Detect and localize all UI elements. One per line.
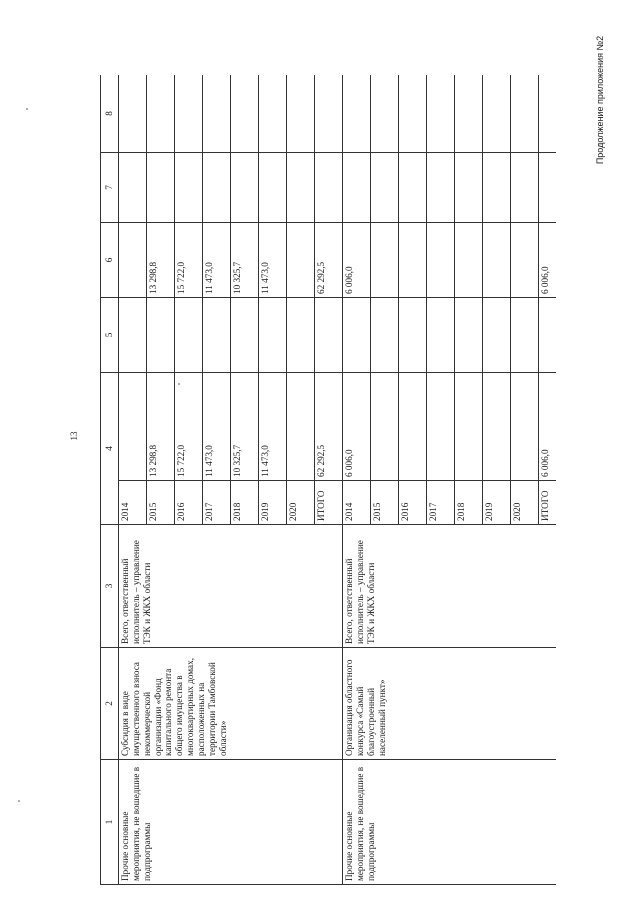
other-cell (287, 75, 315, 153)
other-cell (175, 75, 203, 153)
federal-cell (119, 298, 147, 373)
table-row (119, 75, 147, 885)
regional-cell (399, 223, 427, 298)
period-cell: 2015 (147, 481, 175, 525)
measure-cell: Организация областного конкурса «Самый благоустроенный населенный пункт» (343, 648, 557, 760)
column-number-header: 8 (101, 75, 119, 153)
other-cell (315, 75, 343, 153)
other-cell (427, 75, 455, 153)
federal-cell (287, 298, 315, 373)
period-cell: 2016 (399, 481, 427, 525)
column-number-header: 4 (101, 373, 119, 525)
column-number-header: 3 (101, 525, 119, 648)
regional-cell (119, 223, 147, 298)
local-cell (511, 153, 539, 223)
federal-cell (231, 298, 259, 373)
local-cell (399, 153, 427, 223)
period-cell: 2019 (483, 481, 511, 525)
regional-cell: 62 292,5 (315, 223, 343, 298)
local-cell (119, 153, 147, 223)
budget-table (100, 75, 556, 885)
activity-type-cell: Прочие основные мероприятия, не вошедшие в подпрограммы (119, 760, 343, 885)
regional-cell (371, 223, 399, 298)
federal-cell (175, 298, 203, 373)
period-cell: 2019 (259, 481, 287, 525)
scan-speck (26, 108, 28, 110)
period-cell: 2015 (371, 481, 399, 525)
regional-cell: 15 722,0 (175, 223, 203, 298)
total-cell (483, 373, 511, 481)
regional-cell: 6 006,0 (343, 223, 371, 298)
federal-cell (399, 298, 427, 373)
scan-speck (18, 800, 20, 802)
total-cell: 6 006,0 (539, 373, 557, 481)
executor-cell: Всего, ответственный исполнитель – управление ТЭК и ЖКХ области (119, 525, 343, 648)
regional-cell (455, 223, 483, 298)
local-cell (315, 153, 343, 223)
executor-cell: Всего, ответственный исполнитель – управление ТЭК и ЖКХ области (343, 525, 557, 648)
total-cell: 11 473,0 (259, 373, 287, 481)
total-cell (399, 373, 427, 481)
column-number-row (101, 75, 119, 885)
other-cell (511, 75, 539, 153)
regional-cell: 10 325,7 (231, 223, 259, 298)
budget-table-container (100, 75, 556, 885)
column-number-header: 2 (101, 648, 119, 760)
regional-cell: 11 473,0 (203, 223, 231, 298)
local-cell (147, 153, 175, 223)
total-cell (427, 373, 455, 481)
total-cell: 62 292,5 (315, 373, 343, 481)
other-cell (399, 75, 427, 153)
appendix-caption: Продолжение приложения №2 (595, 35, 605, 165)
federal-cell (147, 298, 175, 373)
local-cell (371, 153, 399, 223)
period-cell: 2014 (119, 481, 147, 525)
page-number: 13 (69, 431, 79, 441)
period-cell: 2014 (343, 481, 371, 525)
other-cell (371, 75, 399, 153)
column-number-header: 5 (101, 298, 119, 373)
federal-cell (315, 298, 343, 373)
budget-table-rotated (100, 75, 556, 885)
other-cell (343, 75, 371, 153)
regional-cell (287, 223, 315, 298)
table-row (343, 75, 371, 885)
other-cell (483, 75, 511, 153)
federal-cell (371, 298, 399, 373)
total-cell: 13 298,8 (147, 373, 175, 481)
period-cell: 2018 (231, 481, 259, 525)
total-cell (371, 373, 399, 481)
column-number-header: 7 (101, 153, 119, 223)
total-cell: 6 006,0 (343, 373, 371, 481)
federal-cell (427, 298, 455, 373)
other-cell (203, 75, 231, 153)
federal-cell (539, 298, 557, 373)
federal-cell (259, 298, 287, 373)
local-cell (455, 153, 483, 223)
local-cell (231, 153, 259, 223)
total-cell: 10 325,7 (231, 373, 259, 481)
local-cell (259, 153, 287, 223)
local-cell (175, 153, 203, 223)
measure-cell: Субсидия в виде имущественного взноса некоммерческой организации «Фонд капитального ремонта общего имущества в многоквартирных домах, расположенных на территории Тамбовской области» (119, 648, 343, 760)
column-number-header: 6 (101, 223, 119, 298)
total-cell (287, 373, 315, 481)
local-cell (539, 153, 557, 223)
total-cell (455, 373, 483, 481)
period-cell: 2018 (455, 481, 483, 525)
period-cell: 2016 (175, 481, 203, 525)
local-cell (427, 153, 455, 223)
activity-type-cell: Прочие основные мероприятия, не вошедшие в подпрограммы (343, 760, 557, 885)
federal-cell (203, 298, 231, 373)
other-cell (259, 75, 287, 153)
other-cell (147, 75, 175, 153)
local-cell (483, 153, 511, 223)
federal-cell (511, 298, 539, 373)
period-cell: ИТОГО (539, 481, 557, 525)
total-cell (511, 373, 539, 481)
total-cell: 15 722,0 (175, 373, 203, 481)
regional-cell: 11 473,0 (259, 223, 287, 298)
other-cell (231, 75, 259, 153)
other-cell (119, 75, 147, 153)
regional-cell: 6 006,0 (539, 223, 557, 298)
regional-cell (511, 223, 539, 298)
period-cell: 2020 (287, 481, 315, 525)
regional-cell: 13 298,8 (147, 223, 175, 298)
federal-cell (483, 298, 511, 373)
period-cell: 2017 (427, 481, 455, 525)
total-cell: 11 473,0 (203, 373, 231, 481)
regional-cell (427, 223, 455, 298)
federal-cell (455, 298, 483, 373)
period-cell: ИТОГО (315, 481, 343, 525)
federal-cell (343, 298, 371, 373)
period-cell: 2020 (511, 481, 539, 525)
column-number-header: 1 (101, 760, 119, 885)
regional-cell (483, 223, 511, 298)
other-cell (539, 75, 557, 153)
local-cell (287, 153, 315, 223)
other-cell (455, 75, 483, 153)
local-cell (203, 153, 231, 223)
local-cell (343, 153, 371, 223)
total-cell (119, 373, 147, 481)
period-cell: 2017 (203, 481, 231, 525)
